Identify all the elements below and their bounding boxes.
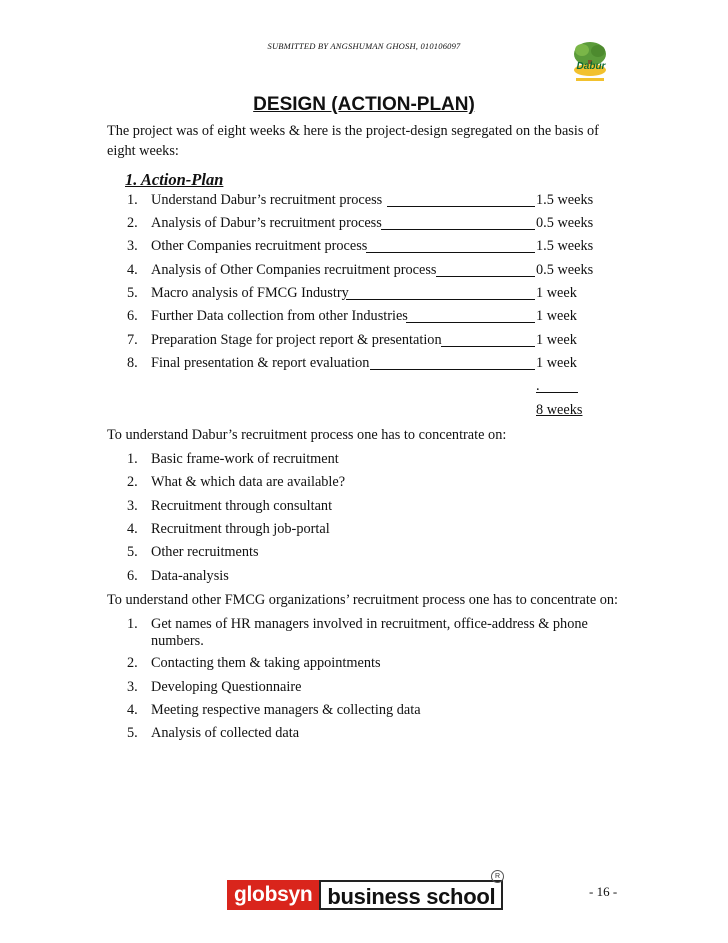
item-number: 3. [127, 498, 138, 514]
item-text: Analysis of Other Companies recruitment process [151, 262, 437, 278]
item-duration: 1.5 weeks [536, 192, 594, 208]
item-text: Data-analysis [151, 568, 229, 584]
logo-business-school-text: business school [319, 880, 503, 910]
page-title: DESIGN (ACTION-PLAN) [253, 94, 475, 115]
item-number: 2. [127, 215, 138, 231]
item-number: 7. [127, 332, 138, 348]
item-number: 6. [127, 568, 138, 584]
item-text: What & which data are available? [151, 474, 346, 490]
page-number: - 16 - [589, 884, 618, 899]
fill-line [370, 369, 535, 370]
fill-line [346, 299, 535, 300]
item-text: Understand Dabur’s recruitment process [151, 192, 383, 208]
item-number: 3. [127, 238, 138, 254]
item-text: Recruitment through job-portal [151, 521, 330, 537]
item-number: 1. [127, 192, 138, 208]
item-text: Contacting them & taking appointments [151, 655, 381, 671]
item-number: 4. [127, 702, 138, 718]
item-number: 4. [127, 262, 138, 278]
fill-line [366, 252, 535, 253]
globsyn-logo [227, 880, 503, 910]
item-text: Analysis of Dabur’s recruitment process [151, 215, 382, 231]
item-duration: 1 week [536, 332, 577, 348]
item-number: 1. [127, 616, 138, 632]
item-number: 5. [127, 725, 138, 741]
item-duration: 0.5 weeks [536, 215, 594, 231]
total-dot: . [536, 378, 540, 394]
fill-line [387, 206, 535, 207]
total-duration: 8 weeks [536, 402, 583, 418]
item-number: 8. [127, 355, 138, 371]
logo-globsyn-text: globsyn [227, 880, 319, 910]
item-text: Other Companies recruitment process [151, 238, 368, 254]
dabur-section-lead: To understand Dabur’s recruitment process one has to concentrate on: [107, 427, 507, 443]
total-rule [536, 392, 578, 393]
item-number: 4. [127, 521, 138, 537]
item-number: 2. [127, 474, 138, 490]
fmcg-section-lead: To understand other FMCG organizations’ recruitment process one has to concentrate on: [107, 592, 619, 608]
item-number: 3. [127, 679, 138, 695]
fill-line [441, 346, 535, 347]
header-submitted-by: SUBMITTED BY ANGSHUMAN GHOSH, 010106097 [267, 41, 461, 51]
intro-paragraph: The project was of eight weeks & here is the project-design segregated on the basis of eight weeks: [107, 123, 599, 159]
dabur-logo-text: Dabur [576, 61, 606, 72]
item-duration: 1 week [536, 285, 577, 301]
item-duration: 1.5 weeks [536, 238, 594, 254]
item-text: Final presentation & report evaluation [151, 355, 370, 371]
item-number: 5. [127, 285, 138, 301]
item-duration: 1 week [536, 308, 577, 324]
item-duration: 1 week [536, 355, 577, 371]
item-number: 2. [127, 655, 138, 671]
item-text: Preparation Stage for project report & presentation [151, 332, 442, 348]
item-number: 6. [127, 308, 138, 324]
item-number: 5. [127, 544, 138, 560]
item-text: Developing Questionnaire [151, 679, 302, 695]
registered-mark-icon: R [491, 870, 504, 883]
item-text: Other recruitments [151, 544, 259, 560]
item-text: Macro analysis of FMCG Industry [151, 285, 349, 301]
fill-line [436, 276, 535, 277]
fill-line [381, 229, 535, 230]
action-plan-heading: 1. Action-Plan [125, 170, 224, 189]
item-text: Analysis of collected data [151, 725, 300, 741]
fill-line [406, 322, 535, 323]
item-text: Meeting respective managers & collecting data [151, 702, 421, 718]
item-text: Further Data collection from other Industries [151, 308, 408, 324]
item-text: Basic frame-work of recruitment [151, 451, 339, 467]
item-text: Get names of HR managers involved in recruitment, office-address & phone numbers. [151, 616, 588, 649]
item-duration: 0.5 weeks [536, 262, 594, 278]
item-number: 1. [127, 451, 138, 467]
item-text: Recruitment through consultant [151, 498, 333, 514]
